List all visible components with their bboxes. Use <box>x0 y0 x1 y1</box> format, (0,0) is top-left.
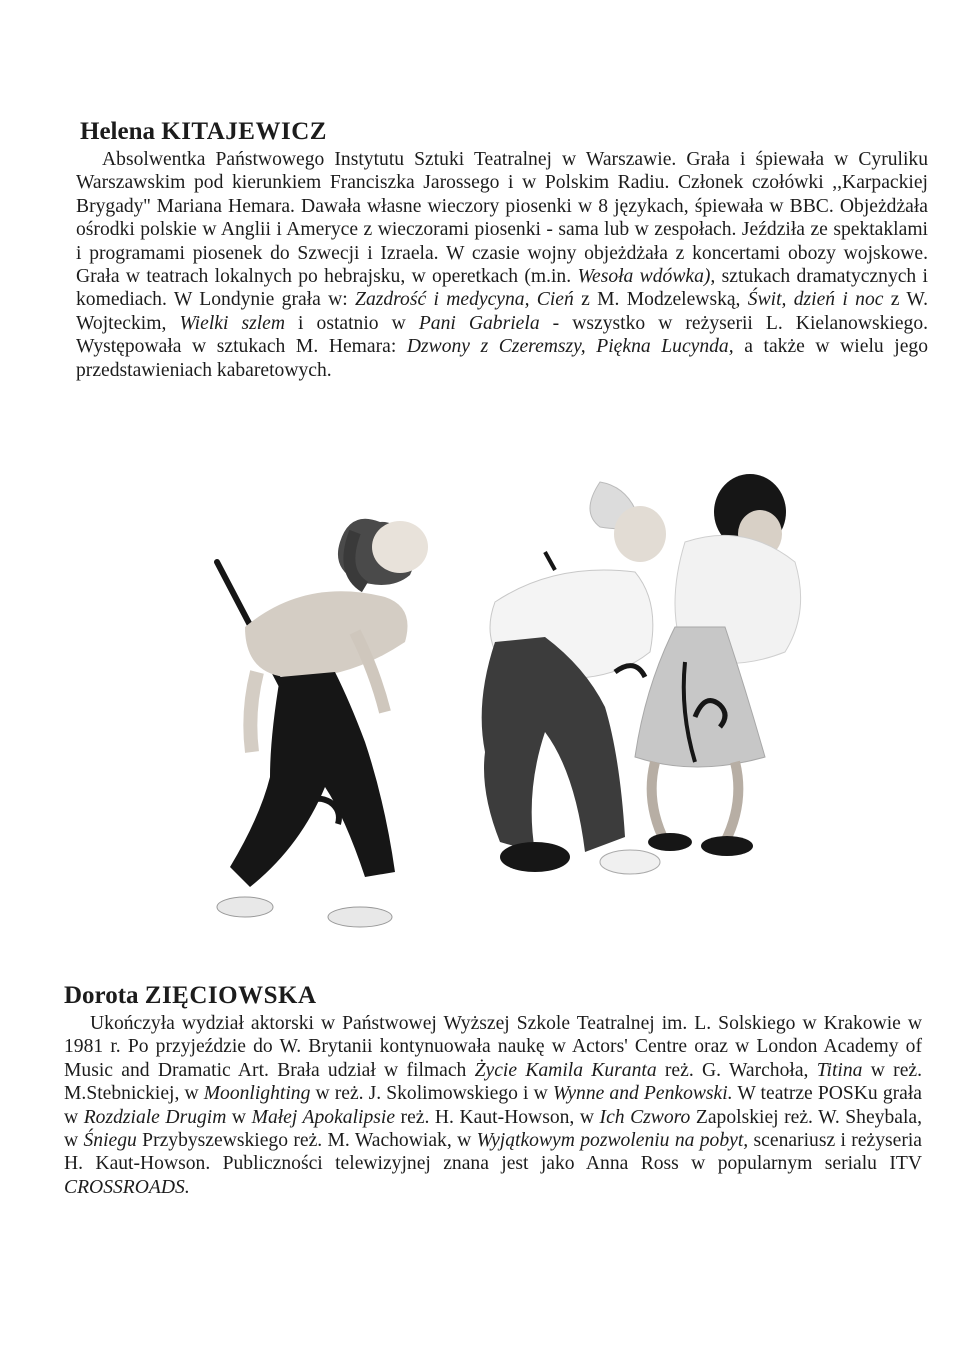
italic-title-text: Życie Kamila Kuranta <box>474 1059 657 1081</box>
bio-first-name: Dorota <box>64 982 139 1009</box>
bio-name-heading <box>80 118 928 146</box>
italic-title-text: Wesoła wdówka), <box>577 266 716 288</box>
paragraph-text: w reż. J. Skolimowskiego i w <box>310 1083 553 1105</box>
italic-title-text: Pani Gabriela <box>418 312 540 334</box>
bio-kitajewicz <box>76 118 928 382</box>
bio-first-name: Helena <box>80 118 155 145</box>
paragraph-text: Absolwentka Państwowego Instytutu Sztuki Teatralnej w Warszawie. Grała i śpiewała w Cyruliku Warszawskim pod kierunkiem Franciszka Jarossego i w Polskim Radiu. Członek czołówki ,,Karpackiej Brygady'' Mariana Hemara. Dawała własne wieczory piosenki w 8 językach, śpiewała w BBC. Objeżdżała ośrodki polskie w Anglii i Ameryce z wieczorami piosenki - sama lub w zespołach. Jeździła ze spektaklami i programami piosenek do Szwecji i Izraela. W czasie wojny objeżdżała z koncertami obozy wojskowe. Grała w teatrach lokalnych po hebrajsku, w operetkach (m.in. <box>76 149 928 288</box>
bio-zieciowska <box>64 982 922 1199</box>
bio-surname: KITAJEWICZ <box>161 118 327 145</box>
italic-title-text: Wyjątkowym pozwoleniu na pobyt, <box>476 1130 749 1152</box>
italic-title-text: Moonlighting <box>203 1083 311 1105</box>
italic-title-text: Śniegu <box>83 1130 137 1152</box>
paragraph-text: reż. G. Warchoła, <box>656 1059 817 1081</box>
paragraph-text: Przybyszewskiego reż. M. Wachowiak, w <box>136 1130 477 1152</box>
three-performers-illustration <box>205 462 805 952</box>
italic-title-text: Wielki szlem <box>179 312 285 334</box>
italic-title-text: Zazdrość i medycyna, Cień <box>355 289 574 311</box>
paragraph-text: Zapolskiej reż. W. Sheybala, w <box>64 1106 922 1152</box>
italic-title-text: Małej Apokalipsie <box>251 1106 396 1128</box>
italic-title-text: Ich Czworo <box>599 1106 691 1128</box>
italic-title-text: Wynne and Penkowski. <box>552 1083 733 1105</box>
paragraph-text: sztukach dramatycznych i komediach. W Londynie grała w: <box>76 266 929 311</box>
italic-title-text: Rozdziale Drugim <box>83 1106 227 1128</box>
paragraph-text: scenariusz i reżyseria H. Kaut-Howson. Publiczności telewizyjnej znana jest jako Anna Ross w popularnym serialu ITV <box>64 1130 922 1175</box>
bio-name-heading <box>64 982 922 1010</box>
paragraph-text: w reż. M.Stebnickiej, w <box>64 1059 922 1105</box>
italic-title-text: CROSSROADS. <box>64 1176 190 1198</box>
paragraph-text: z M. Modzelewską, <box>573 289 748 311</box>
paragraph-text: a także w wielu jego przedstawieniach kabaretowych. <box>76 336 929 381</box>
italic-title-text: Titina <box>816 1059 863 1081</box>
italic-title-text: Dzwony z Czeremszy, Piękna Lucynda, <box>406 336 734 358</box>
group-photo <box>205 462 805 952</box>
performer-center <box>482 482 666 874</box>
paragraph-text: reż. H. Kaut-Howson, w <box>395 1106 600 1128</box>
paragraph-text: i ostatnio w <box>285 312 419 334</box>
paragraph-text: w <box>226 1106 252 1128</box>
italic-title-text: Świt, dzień i noc <box>747 289 884 311</box>
paragraph-text: Ukończyła wydział aktorski w Państwowej Wyższej Szkole Teatralnej im. L. Solskiego w Krakowie w 1981 r. Po przyjeździe do W. Brytanii kontynuowała naukę w Actors' Centre oraz w London Academy of Music and Dramatic Art. Brała udział w filmach <box>64 1013 922 1081</box>
paragraph-text: W teatrze POSKu grała w <box>64 1083 922 1128</box>
bio-surname: ZIĘCIOWSKA <box>144 982 317 1009</box>
paragraph-text: z W. Wojteckim, <box>76 289 929 334</box>
performer-left <box>217 519 428 927</box>
bio-paragraph <box>76 148 928 382</box>
bio-paragraph <box>64 1012 922 1199</box>
paragraph-text: - wszystko w reżyserii L. Kielanowskiego. Występowała w sztukach M. Hemara: <box>76 312 929 358</box>
